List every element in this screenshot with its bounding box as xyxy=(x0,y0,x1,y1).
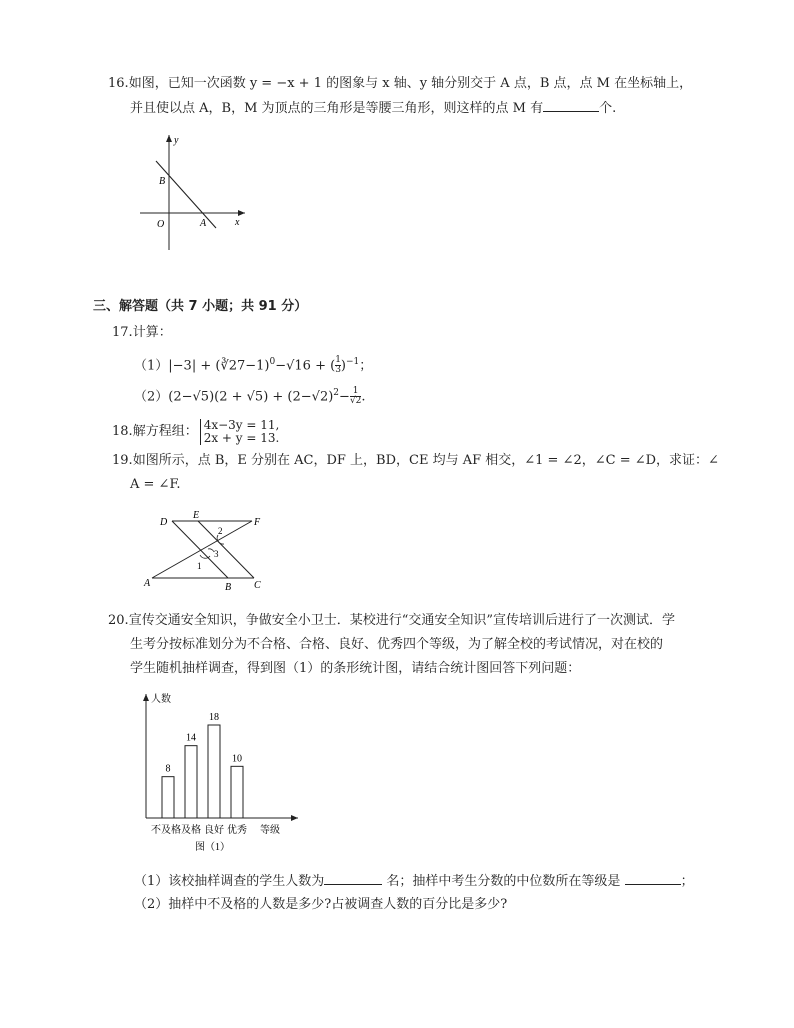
q17-number: 17. xyxy=(112,325,133,340)
q16-number: 16. xyxy=(108,76,129,91)
q18-number: 18. xyxy=(112,424,133,439)
chart-category-labels xyxy=(151,823,247,836)
q19-label-c: C xyxy=(254,580,261,591)
q20-line3 xyxy=(130,660,580,678)
q20-sub2 xyxy=(134,896,507,914)
q20-median-level-blank[interactable] xyxy=(625,872,681,885)
q17-p1-expm1: −1 xyxy=(346,357,360,367)
q17-p1-exp0: 0 xyxy=(269,357,276,367)
q17-p1-expr-a: |−3| + (∛27−1) xyxy=(168,358,270,374)
q17-p1-expr-c: ) xyxy=(340,358,346,374)
q19-figure xyxy=(142,508,272,592)
q16-graph xyxy=(140,132,250,252)
q19-angle2-label: 2 xyxy=(218,526,223,536)
q20-number: 20. xyxy=(108,613,129,628)
q19-text-line2: A = ∠F. xyxy=(130,477,181,492)
q18-line xyxy=(112,418,279,446)
q17-text: 计算： xyxy=(132,325,172,340)
q16-label-y: y xyxy=(174,135,179,146)
q19-segment-ce xyxy=(198,521,254,578)
q18-equation-system xyxy=(200,419,280,445)
q16-label-a: A xyxy=(200,218,207,229)
q20-sub1-text-b: 名；抽样中考生分数的中位数所在等级是 xyxy=(386,874,621,889)
category-label: 不及格 xyxy=(151,825,181,836)
chart-ylabel: 人数 xyxy=(151,694,171,705)
q17-p2-frac-den: √2 xyxy=(349,396,362,407)
q19-angle3-label: 3 xyxy=(214,549,219,559)
q16-line1 xyxy=(108,75,692,93)
category-label: 及格 xyxy=(181,825,201,836)
q19-angle1-arc xyxy=(200,555,210,558)
q17-p2-exp2: 2 xyxy=(333,388,340,398)
q17-p1-label: （1） xyxy=(134,358,169,374)
q17-p2-fraction xyxy=(350,387,361,406)
q16-label-o: O xyxy=(157,219,165,230)
bar-2 xyxy=(185,746,197,818)
q20-sub1-text-a: （1）该校抽样调查的学生人数为 xyxy=(134,874,325,889)
q16-answer-blank[interactable] xyxy=(543,99,599,112)
q19-angle2-arc xyxy=(217,535,224,544)
q19-label-b: B xyxy=(225,582,232,592)
q19-segment-af xyxy=(152,521,252,578)
q20-line1 xyxy=(108,612,675,630)
category-label: 优秀 xyxy=(227,825,247,836)
q16-line2 xyxy=(130,99,616,118)
q19-label-a: A xyxy=(144,578,151,589)
q17-p2-expr-a: (2−√5)(2 + √5) + (2−√2) xyxy=(168,389,334,405)
bar-1 xyxy=(162,777,174,818)
q20-sub1 xyxy=(134,872,694,891)
q20-text-line3: 学生随机抽样调查，得到图（1）的条形统计图，请结合统计图回答下列问题： xyxy=(130,661,581,676)
chart-bars xyxy=(162,725,243,818)
q19-label-f: F xyxy=(254,517,261,528)
q16-text-line2: 并且使以点 A，B，M 为顶点的三角形是等腰三角形，则这样的点 M 有 xyxy=(130,101,544,116)
section3-title: 三、解答题（共 7 小题；共 91 分） xyxy=(93,299,308,314)
q17-p2-frac-num: 1 xyxy=(350,387,361,397)
q16-text-end: 个. xyxy=(599,101,617,116)
chart-xlabel: 等级 xyxy=(260,825,280,836)
q19-text-line1: 如图所示，点 B，E 分别在 AC，DF 上，BD，CE 均与 AF 相交，∠1 = ∠2，∠C = ∠D，求证：∠ xyxy=(132,453,719,468)
q20-text-line2: 生考分按标准划分为不合格、合格、良好、优秀四个等级，为了解全校的考试情况，对在校的 xyxy=(130,637,664,652)
q16-text-line1: 如图，已知一次函数 y = −x + 1 的图象与 x 轴、y 轴分别交于 A 点，B 点，点 M 在坐标轴上， xyxy=(128,76,693,91)
q18-eq1: 4x−3y = 11, xyxy=(203,417,280,432)
q20-student-count-blank[interactable] xyxy=(324,872,382,885)
bar-value-label: 10 xyxy=(232,753,242,765)
q17-part1 xyxy=(134,350,372,374)
q17-p2-minus: − xyxy=(339,389,350,405)
q17-p2-label: （2） xyxy=(134,389,169,405)
q17-p1-frac-num: 1 xyxy=(335,355,341,366)
q17-title xyxy=(112,324,172,342)
q19-label-d: D xyxy=(160,517,168,528)
q20-line2 xyxy=(130,636,663,654)
q16-label-b: B xyxy=(159,176,166,187)
q17-p1-frac-den: 3 xyxy=(335,365,341,376)
q17-p1-end: ； xyxy=(359,358,373,374)
bar-value-label: 8 xyxy=(165,763,171,775)
bar-value-label: 14 xyxy=(186,732,196,744)
q16-function-line xyxy=(156,161,216,228)
q16-label-x: x xyxy=(235,217,240,228)
q20-sub2-text: （2）抽样中不及格的人数是多少?占被调查人数的百分比是多少? xyxy=(134,897,508,912)
q19-number: 19. xyxy=(112,453,133,468)
q20-sub1-text-c: ； xyxy=(680,874,694,889)
bar-4 xyxy=(231,766,243,818)
q19-label-e: E xyxy=(193,510,200,521)
category-label: 良好 xyxy=(204,825,224,836)
chart-value-labels xyxy=(166,712,243,775)
bar-3 xyxy=(208,725,220,818)
bar-value-label: 18 xyxy=(209,712,219,723)
q19-line2 xyxy=(130,476,181,494)
q18-eq2: 2x + y = 13. xyxy=(203,430,280,445)
q19-line1 xyxy=(112,452,719,470)
q20-bar-chart xyxy=(138,688,308,858)
q17-part2 xyxy=(134,381,366,405)
q17-p2-end: . xyxy=(361,389,366,405)
q18-text: 解方程组： xyxy=(132,424,198,439)
q20-text-line1: 宣传交通安全知识，争做安全小卫士．某校进行“交通安全知识”宣传培训后进行了一次测试．学 xyxy=(128,613,675,628)
q19-angle1-label: 1 xyxy=(197,561,202,571)
chart-caption: 图（1） xyxy=(195,842,230,853)
q17-p1-expr-b: −√16 + ( xyxy=(275,358,336,374)
